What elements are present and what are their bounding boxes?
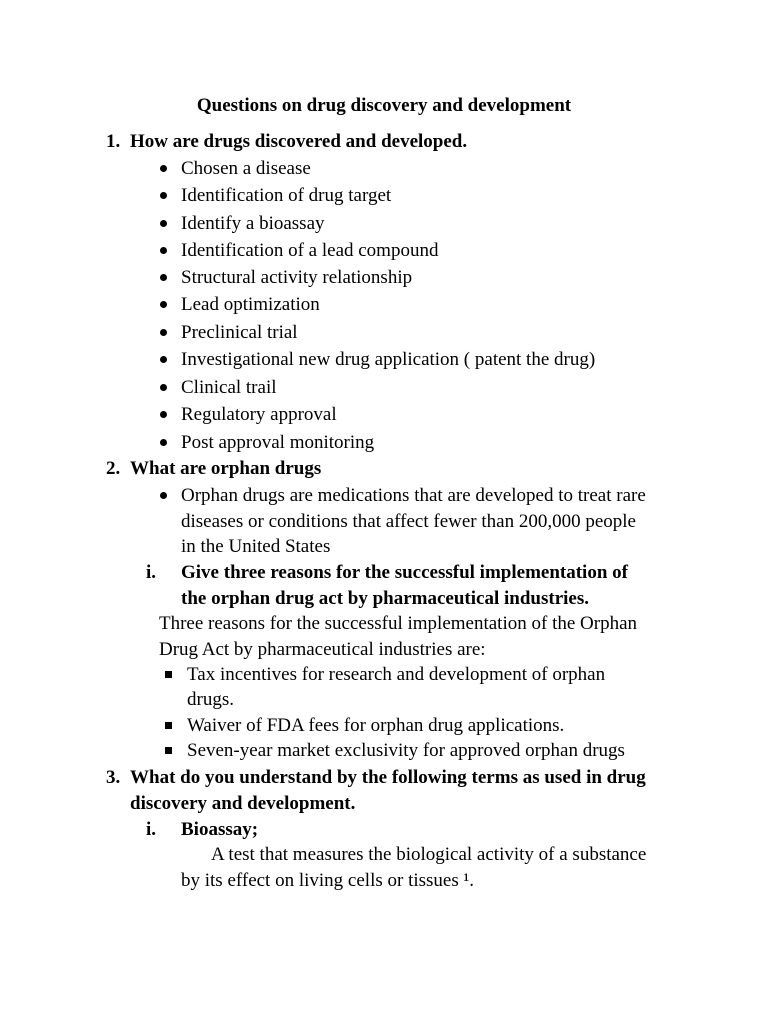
q2-sub-i-heading-line: Give three reasons for the successful implementation of: [181, 562, 628, 583]
q1-bullet-item: Structural activity relationship: [181, 267, 413, 288]
square-bullet-icon: [165, 671, 172, 678]
q1-bullet-item: Identify a bioassay: [181, 213, 325, 234]
reason-item-line: Waiver of FDA fees for orphan drug applications.: [187, 715, 565, 736]
q1-bullet-item: Investigational new drug application ( patent the drug): [181, 349, 596, 370]
q1-bullet-item: Clinical trail: [181, 377, 277, 398]
bullet-dot-icon: [160, 411, 167, 418]
bullet-dot-icon: [160, 220, 167, 227]
question-3-heading-line: What do you understand by the following terms as used in drug: [130, 767, 646, 788]
q1-bullet-item: Chosen a disease: [181, 158, 311, 179]
q2-definition-line: in the United States: [181, 536, 331, 557]
bullet-dot-icon: [160, 301, 167, 308]
question-2-number: 2.: [106, 458, 121, 479]
q1-bullet-item: Regulatory approval: [181, 404, 337, 425]
question-1-number: 1.: [106, 131, 121, 152]
q1-bullet-item: Preclinical trial: [181, 322, 298, 343]
question-1-heading: How are drugs discovered and developed.: [130, 131, 468, 152]
q2-definition-line: diseases or conditions that affect fewer than 200,000 people: [181, 511, 636, 532]
q2-sub-i-marker: i.: [146, 562, 157, 583]
bullet-dot-icon: [160, 329, 167, 336]
bullet-dot-icon: [160, 274, 167, 281]
bullet-dot-icon: [160, 247, 167, 254]
bullet-dot-icon: [160, 384, 167, 391]
question-3-number: 3.: [106, 767, 121, 788]
bullet-dot-icon: [160, 165, 167, 172]
q2-intro-line: Three reasons for the successful implementation of the Orphan: [159, 613, 638, 634]
bullet-dot-icon: [160, 492, 167, 499]
q3-definition-line: by its effect on living cells or tissues ¹.: [181, 870, 474, 891]
q2-definition-line: Orphan drugs are medications that are developed to treat rare: [181, 485, 646, 506]
q1-bullet-item: Identification of drug target: [181, 185, 392, 206]
square-bullet-icon: [165, 747, 172, 754]
question-2-heading: What are orphan drugs: [130, 458, 322, 479]
square-bullet-icon: [165, 722, 172, 729]
q3-definition-line: A test that measures the biological activity of a substance: [211, 844, 647, 865]
question-3-heading-line: discovery and development.: [130, 793, 356, 814]
bullet-dot-icon: [160, 356, 167, 363]
q1-bullet-item: Post approval monitoring: [181, 432, 375, 453]
q3-sub-i-marker: i.: [146, 819, 157, 840]
q1-bullet-item: Lead optimization: [181, 294, 320, 315]
q2-intro-line: Drug Act by pharmaceutical industries are:: [159, 639, 486, 660]
bullet-dot-icon: [160, 192, 167, 199]
reason-item-line: drugs.: [187, 689, 234, 710]
bullet-dot-icon: [160, 439, 167, 446]
q2-sub-i-heading-line: the orphan drug act by pharmaceutical industries.: [181, 588, 589, 609]
q1-bullet-item: Identification of a lead compound: [181, 240, 439, 261]
document-title: Questions on drug discovery and development: [196, 95, 572, 116]
reason-item-line: Tax incentives for research and development of orphan: [187, 664, 606, 685]
q3-term: Bioassay;: [181, 819, 259, 840]
reason-item-line: Seven-year market exclusivity for approved orphan drugs: [187, 740, 625, 761]
